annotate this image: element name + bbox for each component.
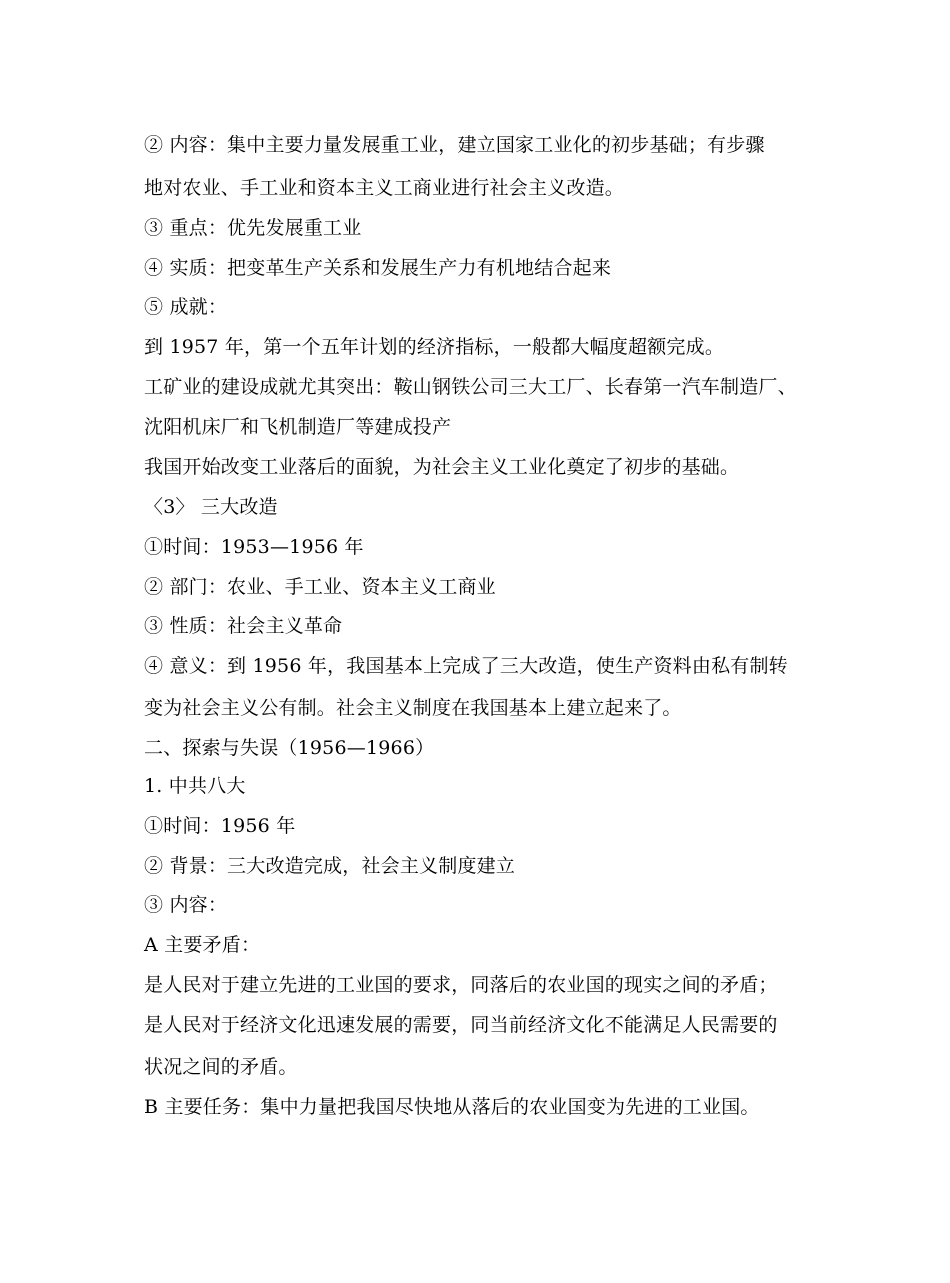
text-line-24: 状况之间的矛盾。 (144, 1056, 298, 1078)
text-line-19: ② 背景：三大改造完成，社会主义制度建立 (144, 855, 516, 877)
text-line-11: ①时间：1953—1956 年 (144, 536, 364, 558)
text-line-15: 变为社会主义公有制。社会主义制度在我国基本上建立起来了。 (144, 697, 682, 719)
text-line-22: 是人民对于建立先进的工业国的要求，同落后的农业国的现实之间的矛盾； (144, 974, 778, 996)
text-line-6: 到 1957 年，第一个五年计划的经济指标，一般都大幅度超额完成。 (144, 336, 725, 358)
text-line-23: 是人民对于经济文化迅速发展的需要，同当前经济文化不能满足人民需要的 (144, 1014, 778, 1036)
subsection-heading-eighth-congress: 1. 中共八大 (144, 775, 246, 797)
text-line-2: 地对农业、手工业和资本主义工商业进行社会主义改造。 (144, 177, 625, 199)
text-line-3: ③ 重点：优先发展重工业 (144, 217, 362, 239)
text-line-5: ⑤ 成就： (144, 296, 228, 318)
section-heading-three-reforms: 〈3〉 三大改造 (144, 496, 278, 518)
text-line-14: ④ 意义：到 1956 年，我国基本上完成了三大改造，使生产资料由私有制转 (144, 655, 788, 677)
text-line-18: ①时间：1956 年 (144, 815, 296, 837)
text-line-8: 沈阳机床厂和飞机制造厂等建成投产 (144, 416, 452, 438)
text-line-25: B 主要任务：集中力量把我国尽快地从落后的农业国变为先进的工业国。 (144, 1096, 760, 1118)
text-line-9: 我国开始改变工业落后的面貌，为社会主义工业化奠定了初步的基础。 (144, 456, 740, 478)
text-line-21: A 主要矛盾： (144, 934, 261, 956)
text-line-1: ② 内容：集中主要力量发展重工业，建立国家工业化的初步基础；有步骤 (144, 134, 765, 156)
text-line-13: ③ 性质：社会主义革命 (144, 615, 343, 637)
section-heading-exploration: 二、探索与失误（1956—1966） (144, 737, 435, 759)
text-line-12: ② 部门：农业、手工业、资本主义工商业 (144, 576, 496, 598)
text-line-20: ③ 内容： (144, 894, 228, 916)
text-line-7: 工矿业的建设成就尤其突出：鞍山钢铁公司三大工厂、长春第一汽车制造厂、 (144, 376, 797, 398)
text-line-4: ④ 实质：把变革生产关系和发展生产力有机地结合起来 (144, 257, 612, 279)
